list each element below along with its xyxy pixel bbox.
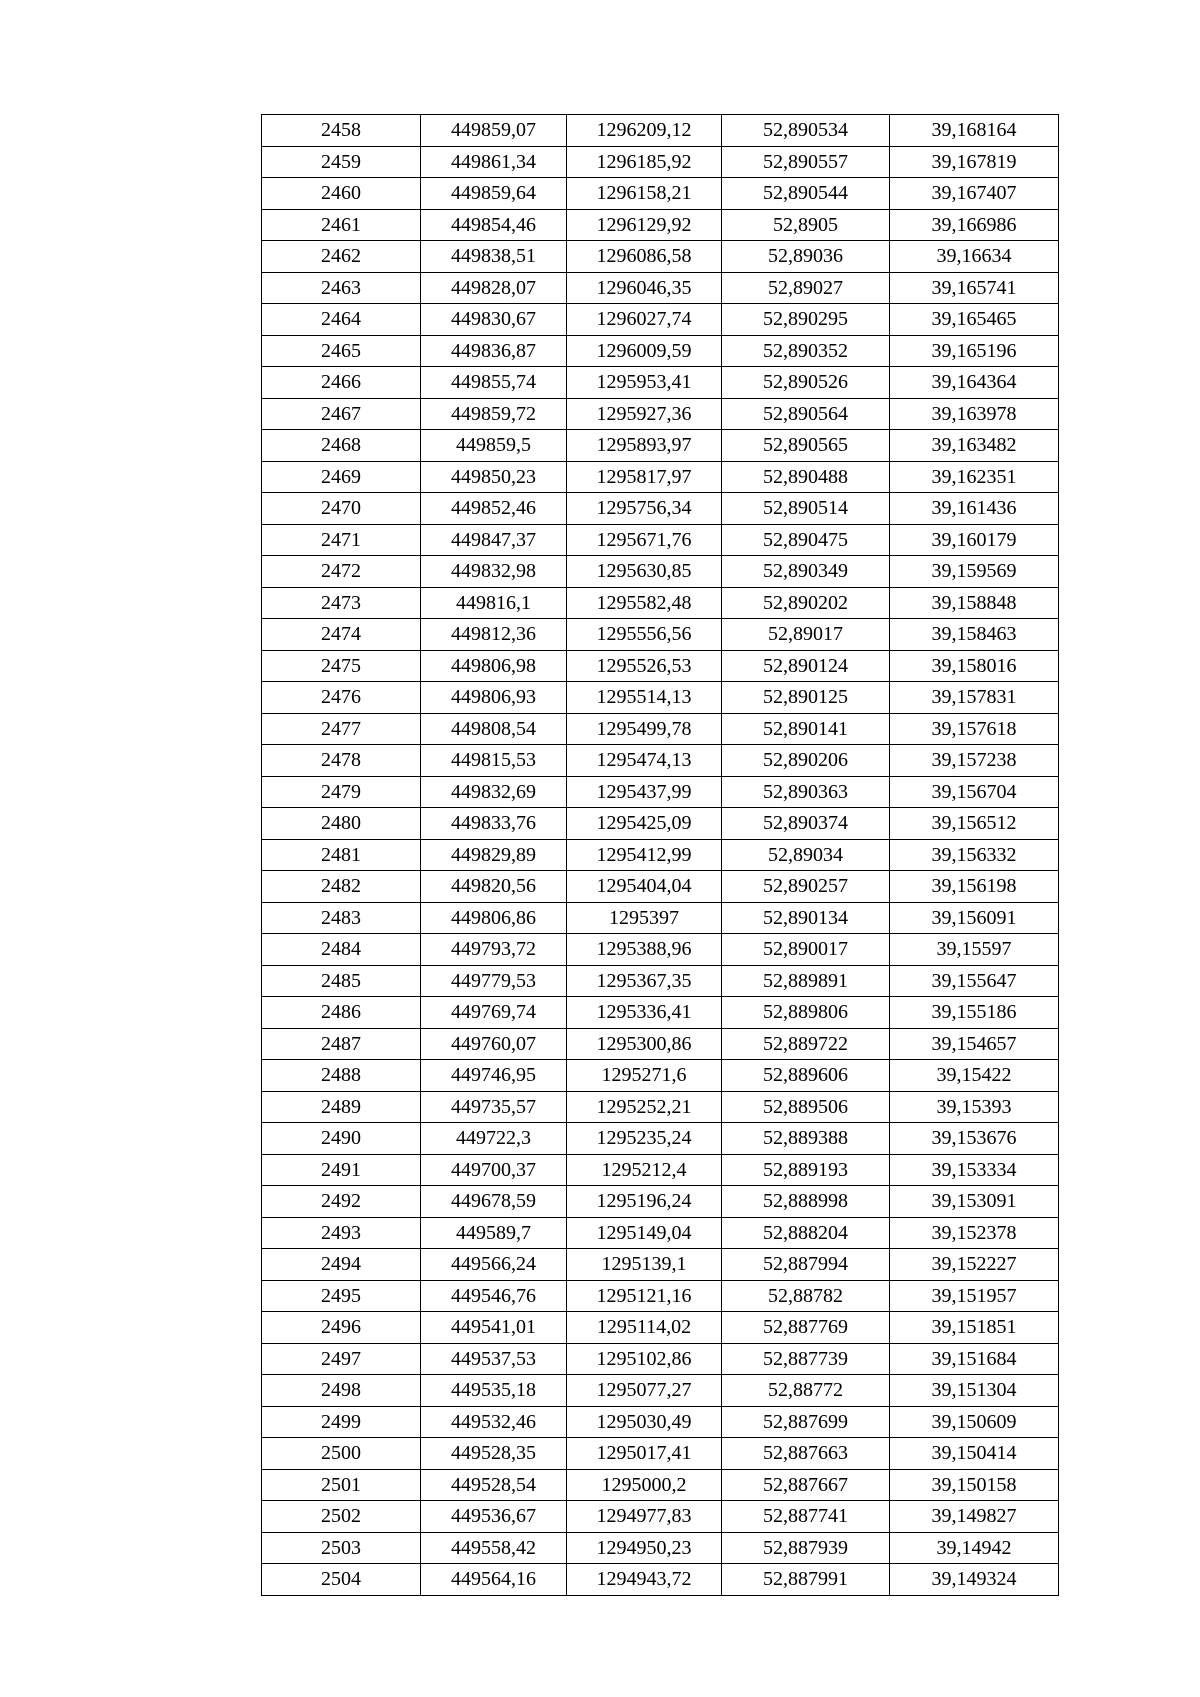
table-row — [262, 1343, 1059, 1375]
x-coordinate-cell: 449815,53 — [421, 745, 567, 777]
point-number-cell: 2468 — [262, 430, 421, 462]
y-coordinate-cell: 1295630,85 — [567, 556, 722, 588]
longitude-cell: 39,151851 — [890, 1312, 1059, 1344]
table-row — [262, 1091, 1059, 1123]
point-number-cell: 2472 — [262, 556, 421, 588]
x-coordinate-cell: 449861,34 — [421, 146, 567, 178]
latitude-cell: 52,887667 — [722, 1469, 890, 1501]
point-number-cell: 2486 — [262, 997, 421, 1029]
y-coordinate-cell: 1296158,21 — [567, 178, 722, 210]
point-number-cell: 2460 — [262, 178, 421, 210]
y-coordinate-cell: 1295139,1 — [567, 1249, 722, 1281]
y-coordinate-cell: 1296185,92 — [567, 146, 722, 178]
latitude-cell: 52,89036 — [722, 241, 890, 273]
latitude-cell: 52,887769 — [722, 1312, 890, 1344]
longitude-cell: 39,153334 — [890, 1154, 1059, 1186]
longitude-cell: 39,152227 — [890, 1249, 1059, 1281]
y-coordinate-cell: 1295235,24 — [567, 1123, 722, 1155]
latitude-cell: 52,890202 — [722, 587, 890, 619]
x-coordinate-cell: 449760,07 — [421, 1028, 567, 1060]
x-coordinate-cell: 449678,59 — [421, 1186, 567, 1218]
latitude-cell: 52,890257 — [722, 871, 890, 903]
latitude-cell: 52,887991 — [722, 1564, 890, 1596]
longitude-cell: 39,152378 — [890, 1217, 1059, 1249]
point-number-cell: 2497 — [262, 1343, 421, 1375]
longitude-cell: 39,156704 — [890, 776, 1059, 808]
longitude-cell: 39,15422 — [890, 1060, 1059, 1092]
latitude-cell: 52,890134 — [722, 902, 890, 934]
x-coordinate-cell: 449700,37 — [421, 1154, 567, 1186]
y-coordinate-cell: 1295030,49 — [567, 1406, 722, 1438]
longitude-cell: 39,153091 — [890, 1186, 1059, 1218]
y-coordinate-cell: 1294977,83 — [567, 1501, 722, 1533]
point-number-cell: 2474 — [262, 619, 421, 651]
table-row — [262, 209, 1059, 241]
longitude-cell: 39,158848 — [890, 587, 1059, 619]
x-coordinate-cell: 449806,86 — [421, 902, 567, 934]
point-number-cell: 2493 — [262, 1217, 421, 1249]
x-coordinate-cell: 449536,67 — [421, 1501, 567, 1533]
x-coordinate-cell: 449535,18 — [421, 1375, 567, 1407]
point-number-cell: 2494 — [262, 1249, 421, 1281]
table-row — [262, 1217, 1059, 1249]
table-row — [262, 241, 1059, 273]
point-number-cell: 2466 — [262, 367, 421, 399]
x-coordinate-cell: 449769,74 — [421, 997, 567, 1029]
x-coordinate-cell: 449589,7 — [421, 1217, 567, 1249]
latitude-cell: 52,890544 — [722, 178, 890, 210]
point-number-cell: 2504 — [262, 1564, 421, 1596]
longitude-cell: 39,16634 — [890, 241, 1059, 273]
y-coordinate-cell: 1296027,74 — [567, 304, 722, 336]
table-row — [262, 776, 1059, 808]
longitude-cell: 39,151957 — [890, 1280, 1059, 1312]
x-coordinate-cell: 449820,56 — [421, 871, 567, 903]
point-number-cell: 2503 — [262, 1532, 421, 1564]
table-row — [262, 965, 1059, 997]
x-coordinate-cell: 449722,3 — [421, 1123, 567, 1155]
point-number-cell: 2459 — [262, 146, 421, 178]
latitude-cell: 52,89017 — [722, 619, 890, 651]
point-number-cell: 2488 — [262, 1060, 421, 1092]
table-row — [262, 272, 1059, 304]
longitude-cell: 39,157618 — [890, 713, 1059, 745]
latitude-cell: 52,890374 — [722, 808, 890, 840]
point-number-cell: 2495 — [262, 1280, 421, 1312]
longitude-cell: 39,149324 — [890, 1564, 1059, 1596]
point-number-cell: 2462 — [262, 241, 421, 273]
table-row — [262, 524, 1059, 556]
table-row — [262, 1312, 1059, 1344]
y-coordinate-cell: 1295102,86 — [567, 1343, 722, 1375]
x-coordinate-cell: 449746,95 — [421, 1060, 567, 1092]
table-row — [262, 115, 1059, 147]
point-number-cell: 2463 — [262, 272, 421, 304]
x-coordinate-cell: 449564,16 — [421, 1564, 567, 1596]
point-number-cell: 2482 — [262, 871, 421, 903]
y-coordinate-cell: 1295388,96 — [567, 934, 722, 966]
x-coordinate-cell: 449829,89 — [421, 839, 567, 871]
y-coordinate-cell: 1295474,13 — [567, 745, 722, 777]
x-coordinate-cell: 449828,07 — [421, 272, 567, 304]
point-number-cell: 2487 — [262, 1028, 421, 1060]
y-coordinate-cell: 1295582,48 — [567, 587, 722, 619]
y-coordinate-cell: 1295121,16 — [567, 1280, 722, 1312]
x-coordinate-cell: 449859,64 — [421, 178, 567, 210]
longitude-cell: 39,156512 — [890, 808, 1059, 840]
latitude-cell: 52,889606 — [722, 1060, 890, 1092]
latitude-cell: 52,890124 — [722, 650, 890, 682]
point-number-cell: 2492 — [262, 1186, 421, 1218]
x-coordinate-cell: 449855,74 — [421, 367, 567, 399]
x-coordinate-cell: 449793,72 — [421, 934, 567, 966]
x-coordinate-cell: 449528,54 — [421, 1469, 567, 1501]
x-coordinate-cell: 449779,53 — [421, 965, 567, 997]
y-coordinate-cell: 1295514,13 — [567, 682, 722, 714]
point-number-cell: 2489 — [262, 1091, 421, 1123]
table-row — [262, 398, 1059, 430]
longitude-cell: 39,165196 — [890, 335, 1059, 367]
longitude-cell: 39,15393 — [890, 1091, 1059, 1123]
y-coordinate-cell: 1295212,4 — [567, 1154, 722, 1186]
table-row — [262, 556, 1059, 588]
latitude-cell: 52,890352 — [722, 335, 890, 367]
x-coordinate-cell: 449812,36 — [421, 619, 567, 651]
y-coordinate-cell: 1296209,12 — [567, 115, 722, 147]
longitude-cell: 39,150609 — [890, 1406, 1059, 1438]
x-coordinate-cell: 449859,5 — [421, 430, 567, 462]
y-coordinate-cell: 1294943,72 — [567, 1564, 722, 1596]
longitude-cell: 39,156091 — [890, 902, 1059, 934]
y-coordinate-cell: 1295556,56 — [567, 619, 722, 651]
y-coordinate-cell: 1295817,97 — [567, 461, 722, 493]
point-number-cell: 2477 — [262, 713, 421, 745]
latitude-cell: 52,890349 — [722, 556, 890, 588]
table-row — [262, 1532, 1059, 1564]
latitude-cell: 52,890557 — [722, 146, 890, 178]
latitude-cell: 52,889193 — [722, 1154, 890, 1186]
y-coordinate-cell: 1295397 — [567, 902, 722, 934]
latitude-cell: 52,890526 — [722, 367, 890, 399]
table-row — [262, 1028, 1059, 1060]
longitude-cell: 39,154657 — [890, 1028, 1059, 1060]
point-number-cell: 2500 — [262, 1438, 421, 1470]
point-number-cell: 2480 — [262, 808, 421, 840]
y-coordinate-cell: 1295756,34 — [567, 493, 722, 525]
x-coordinate-cell: 449541,01 — [421, 1312, 567, 1344]
table-row — [262, 367, 1059, 399]
x-coordinate-cell: 449806,93 — [421, 682, 567, 714]
table-row — [262, 619, 1059, 651]
latitude-cell: 52,890514 — [722, 493, 890, 525]
x-coordinate-cell: 449847,37 — [421, 524, 567, 556]
table-row — [262, 871, 1059, 903]
point-number-cell: 2479 — [262, 776, 421, 808]
longitude-cell: 39,163482 — [890, 430, 1059, 462]
table-row — [262, 1375, 1059, 1407]
longitude-cell: 39,163978 — [890, 398, 1059, 430]
point-number-cell: 2467 — [262, 398, 421, 430]
longitude-cell: 39,167407 — [890, 178, 1059, 210]
y-coordinate-cell: 1295114,02 — [567, 1312, 722, 1344]
latitude-cell: 52,890488 — [722, 461, 890, 493]
point-number-cell: 2478 — [262, 745, 421, 777]
latitude-cell: 52,88772 — [722, 1375, 890, 1407]
longitude-cell: 39,15597 — [890, 934, 1059, 966]
table-row — [262, 745, 1059, 777]
table-row — [262, 902, 1059, 934]
point-number-cell: 2475 — [262, 650, 421, 682]
table-row — [262, 1123, 1059, 1155]
table-row — [262, 430, 1059, 462]
latitude-cell: 52,890017 — [722, 934, 890, 966]
table-row — [262, 461, 1059, 493]
latitude-cell: 52,889506 — [722, 1091, 890, 1123]
x-coordinate-cell: 449830,67 — [421, 304, 567, 336]
latitude-cell: 52,889891 — [722, 965, 890, 997]
point-number-cell: 2473 — [262, 587, 421, 619]
longitude-cell: 39,153676 — [890, 1123, 1059, 1155]
longitude-cell: 39,155186 — [890, 997, 1059, 1029]
table-row — [262, 1564, 1059, 1596]
longitude-cell: 39,155647 — [890, 965, 1059, 997]
x-coordinate-cell: 449528,35 — [421, 1438, 567, 1470]
y-coordinate-cell: 1295893,97 — [567, 430, 722, 462]
y-coordinate-cell: 1296129,92 — [567, 209, 722, 241]
longitude-cell: 39,156332 — [890, 839, 1059, 871]
longitude-cell: 39,151684 — [890, 1343, 1059, 1375]
table-row — [262, 1186, 1059, 1218]
point-number-cell: 2501 — [262, 1469, 421, 1501]
y-coordinate-cell: 1295000,2 — [567, 1469, 722, 1501]
point-number-cell: 2490 — [262, 1123, 421, 1155]
table-row — [262, 1154, 1059, 1186]
y-coordinate-cell: 1295425,09 — [567, 808, 722, 840]
latitude-cell: 52,887739 — [722, 1343, 890, 1375]
x-coordinate-cell: 449806,98 — [421, 650, 567, 682]
x-coordinate-cell: 449546,76 — [421, 1280, 567, 1312]
y-coordinate-cell: 1295437,99 — [567, 776, 722, 808]
longitude-cell: 39,14942 — [890, 1532, 1059, 1564]
x-coordinate-cell: 449854,46 — [421, 209, 567, 241]
table-row — [262, 304, 1059, 336]
y-coordinate-cell: 1295149,04 — [567, 1217, 722, 1249]
longitude-cell: 39,156198 — [890, 871, 1059, 903]
longitude-cell: 39,158463 — [890, 619, 1059, 651]
x-coordinate-cell: 449850,23 — [421, 461, 567, 493]
latitude-cell: 52,890206 — [722, 745, 890, 777]
point-number-cell: 2491 — [262, 1154, 421, 1186]
y-coordinate-cell: 1295367,35 — [567, 965, 722, 997]
x-coordinate-cell: 449832,69 — [421, 776, 567, 808]
x-coordinate-cell: 449735,57 — [421, 1091, 567, 1123]
latitude-cell: 52,887663 — [722, 1438, 890, 1470]
y-coordinate-cell: 1296086,58 — [567, 241, 722, 273]
table-row — [262, 682, 1059, 714]
table-row — [262, 493, 1059, 525]
point-number-cell: 2458 — [262, 115, 421, 147]
latitude-cell: 52,889806 — [722, 997, 890, 1029]
point-number-cell: 2481 — [262, 839, 421, 871]
latitude-cell: 52,887994 — [722, 1249, 890, 1281]
x-coordinate-cell: 449833,76 — [421, 808, 567, 840]
y-coordinate-cell: 1295300,86 — [567, 1028, 722, 1060]
x-coordinate-cell: 449832,98 — [421, 556, 567, 588]
y-coordinate-cell: 1295412,99 — [567, 839, 722, 871]
latitude-cell: 52,889722 — [722, 1028, 890, 1060]
longitude-cell: 39,149827 — [890, 1501, 1059, 1533]
x-coordinate-cell: 449808,54 — [421, 713, 567, 745]
x-coordinate-cell: 449532,46 — [421, 1406, 567, 1438]
latitude-cell: 52,890295 — [722, 304, 890, 336]
table-row — [262, 1469, 1059, 1501]
point-number-cell: 2464 — [262, 304, 421, 336]
table-row — [262, 650, 1059, 682]
y-coordinate-cell: 1296009,59 — [567, 335, 722, 367]
y-coordinate-cell: 1295499,78 — [567, 713, 722, 745]
x-coordinate-cell: 449558,42 — [421, 1532, 567, 1564]
table-row — [262, 997, 1059, 1029]
latitude-cell: 52,88782 — [722, 1280, 890, 1312]
latitude-cell: 52,890141 — [722, 713, 890, 745]
y-coordinate-cell: 1295252,21 — [567, 1091, 722, 1123]
point-number-cell: 2498 — [262, 1375, 421, 1407]
table-row — [262, 1438, 1059, 1470]
x-coordinate-cell: 449859,07 — [421, 115, 567, 147]
longitude-cell: 39,165465 — [890, 304, 1059, 336]
table-row — [262, 839, 1059, 871]
point-number-cell: 2496 — [262, 1312, 421, 1344]
point-number-cell: 2485 — [262, 965, 421, 997]
longitude-cell: 39,165741 — [890, 272, 1059, 304]
point-number-cell: 2502 — [262, 1501, 421, 1533]
latitude-cell: 52,888204 — [722, 1217, 890, 1249]
point-number-cell: 2461 — [262, 209, 421, 241]
point-number-cell: 2469 — [262, 461, 421, 493]
longitude-cell: 39,161436 — [890, 493, 1059, 525]
longitude-cell: 39,159569 — [890, 556, 1059, 588]
latitude-cell: 52,887741 — [722, 1501, 890, 1533]
point-number-cell: 2470 — [262, 493, 421, 525]
y-coordinate-cell: 1295196,24 — [567, 1186, 722, 1218]
table-row — [262, 146, 1059, 178]
y-coordinate-cell: 1296046,35 — [567, 272, 722, 304]
x-coordinate-cell: 449836,87 — [421, 335, 567, 367]
y-coordinate-cell: 1295336,41 — [567, 997, 722, 1029]
coordinate-table — [261, 114, 1059, 1596]
longitude-cell: 39,158016 — [890, 650, 1059, 682]
latitude-cell: 52,890534 — [722, 115, 890, 147]
y-coordinate-cell: 1295526,53 — [567, 650, 722, 682]
table-row — [262, 934, 1059, 966]
longitude-cell: 39,150414 — [890, 1438, 1059, 1470]
longitude-cell: 39,162351 — [890, 461, 1059, 493]
point-number-cell: 2483 — [262, 902, 421, 934]
longitude-cell: 39,166986 — [890, 209, 1059, 241]
latitude-cell: 52,889388 — [722, 1123, 890, 1155]
x-coordinate-cell: 449859,72 — [421, 398, 567, 430]
table-row — [262, 587, 1059, 619]
latitude-cell: 52,888998 — [722, 1186, 890, 1218]
y-coordinate-cell: 1295953,41 — [567, 367, 722, 399]
x-coordinate-cell: 449566,24 — [421, 1249, 567, 1281]
longitude-cell: 39,167819 — [890, 146, 1059, 178]
table-row — [262, 178, 1059, 210]
y-coordinate-cell: 1295404,04 — [567, 871, 722, 903]
coordinate-table-body — [262, 115, 1059, 1596]
x-coordinate-cell: 449852,46 — [421, 493, 567, 525]
point-number-cell: 2499 — [262, 1406, 421, 1438]
y-coordinate-cell: 1295017,41 — [567, 1438, 722, 1470]
latitude-cell: 52,890475 — [722, 524, 890, 556]
x-coordinate-cell: 449537,53 — [421, 1343, 567, 1375]
table-row — [262, 1060, 1059, 1092]
table-row — [262, 335, 1059, 367]
x-coordinate-cell: 449838,51 — [421, 241, 567, 273]
latitude-cell: 52,887699 — [722, 1406, 890, 1438]
latitude-cell: 52,890564 — [722, 398, 890, 430]
y-coordinate-cell: 1295077,27 — [567, 1375, 722, 1407]
y-coordinate-cell: 1295271,6 — [567, 1060, 722, 1092]
longitude-cell: 39,168164 — [890, 115, 1059, 147]
point-number-cell: 2484 — [262, 934, 421, 966]
table-row — [262, 1501, 1059, 1533]
latitude-cell: 52,89027 — [722, 272, 890, 304]
longitude-cell: 39,164364 — [890, 367, 1059, 399]
longitude-cell: 39,151304 — [890, 1375, 1059, 1407]
y-coordinate-cell: 1295671,76 — [567, 524, 722, 556]
table-row — [262, 1249, 1059, 1281]
table-row — [262, 808, 1059, 840]
table-row — [262, 1280, 1059, 1312]
table-row — [262, 1406, 1059, 1438]
latitude-cell: 52,8905 — [722, 209, 890, 241]
point-number-cell: 2465 — [262, 335, 421, 367]
latitude-cell: 52,89034 — [722, 839, 890, 871]
latitude-cell: 52,890363 — [722, 776, 890, 808]
point-number-cell: 2471 — [262, 524, 421, 556]
longitude-cell: 39,157238 — [890, 745, 1059, 777]
point-number-cell: 2476 — [262, 682, 421, 714]
longitude-cell: 39,157831 — [890, 682, 1059, 714]
latitude-cell: 52,890565 — [722, 430, 890, 462]
x-coordinate-cell: 449816,1 — [421, 587, 567, 619]
longitude-cell: 39,150158 — [890, 1469, 1059, 1501]
latitude-cell: 52,887939 — [722, 1532, 890, 1564]
latitude-cell: 52,890125 — [722, 682, 890, 714]
y-coordinate-cell: 1295927,36 — [567, 398, 722, 430]
table-row — [262, 713, 1059, 745]
y-coordinate-cell: 1294950,23 — [567, 1532, 722, 1564]
longitude-cell: 39,160179 — [890, 524, 1059, 556]
